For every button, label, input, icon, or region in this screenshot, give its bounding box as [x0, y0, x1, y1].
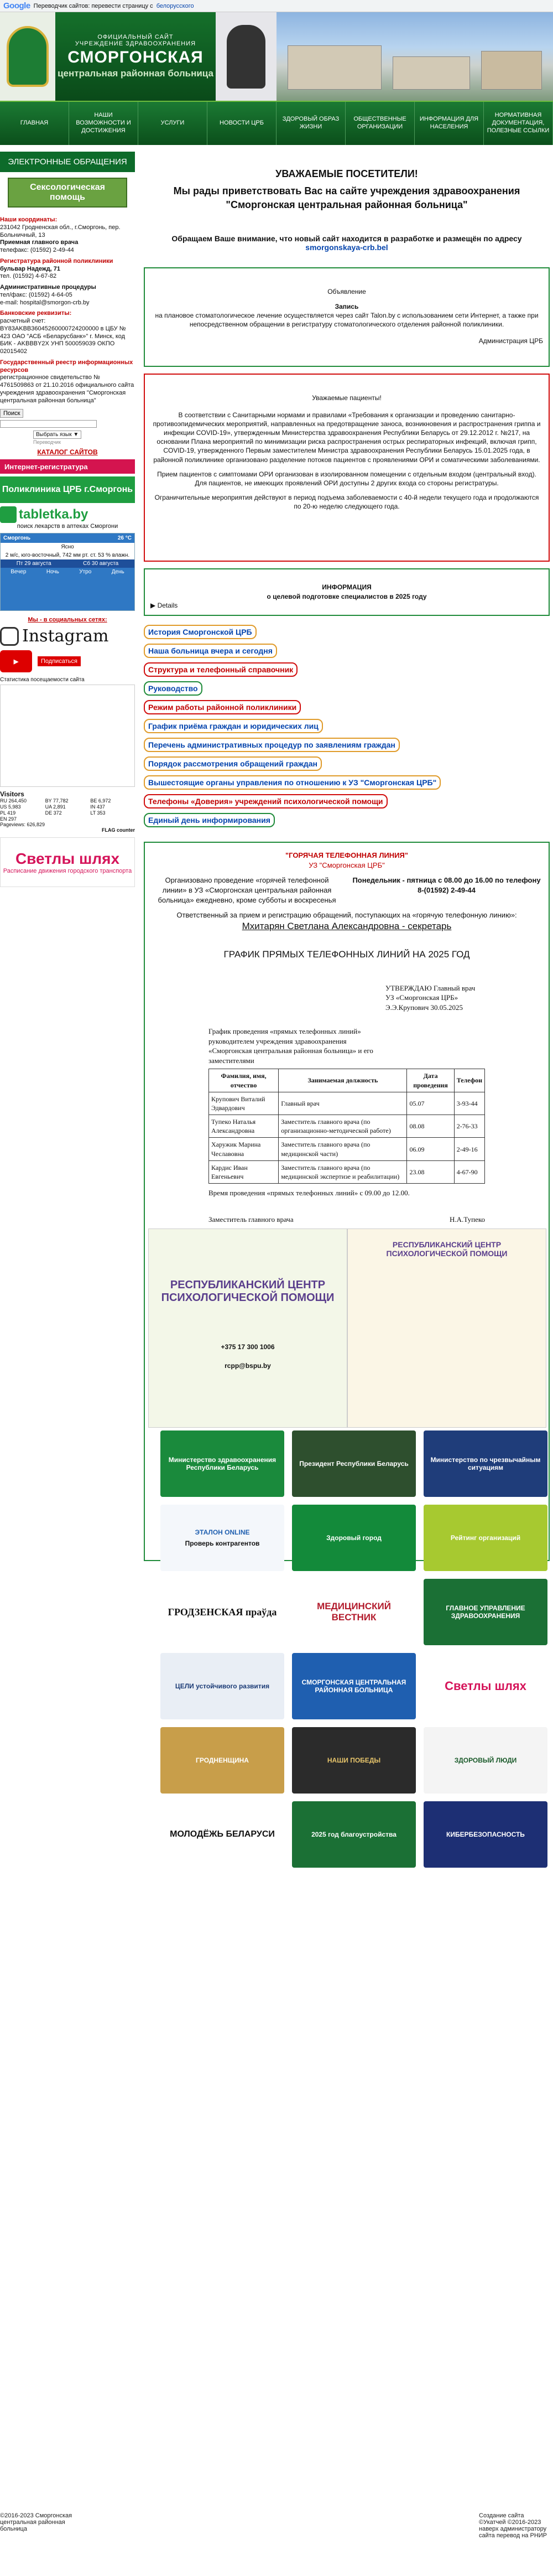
translate-lang-link[interactable]: белорусского	[156, 2, 194, 9]
google-logo: Google	[3, 1, 30, 11]
flag-counter: Visitors RU 264,450 BY 77,782 BE 6,972 US 5,983 UA 2,891 IN 437 PL 419 DE 372 LT 353 EN 297 Pageviews: 626,829 FLAG counter	[0, 790, 135, 833]
translate-note: Переводчик	[33, 439, 61, 445]
tabletka-icon	[0, 506, 17, 523]
nav-home[interactable]: ГЛАВНАЯ	[0, 102, 69, 145]
registry-title: Регистратура районной поликлиники	[0, 257, 113, 265]
graph-title: ГРАФИК ПРЯМЫХ ТЕЛЕФОННЫХ ЛИНИЙ НА 2025 ГОД	[223, 948, 470, 960]
gos-details: регистрационное свидетельство № 4761509863 от 21.10.2016 официального сайта учреждения здравоохранения "Сморгонская центральная районная больница"	[0, 374, 134, 404]
phone-schedule-document: УТВЕРЖДАЮ Главный врач УЗ «Сморгонская ЦРБ» Э.Э.Крупович 30.05.2025 График проведения «прямых телефонных линий» руководителем учреждения здравоохранения «Сморгонская центральная районная больница» и его заместителями Фамилия, имя, отчество Занимаемая должность Дата проведения Телефон Крупович Виталий Эдвардович Главный врач 05.07 3-93-44 Тупеко Наталья Александровна Заместитель главного врача (по организационно-методической работе) 08.08 2-76-33 Харужик Марина Чеславовна Заместитель главного врача (по медицинской части) 06.09 2-49-16 Кардис Иван Евгеньевич Заместитель главного врача (по медицинской экспертизе и реабилитации) 23.08 4-67-90 Время проведения «прямых телефонных линий» с 09.00 до 12.00. Заместитель главного врача Н.А.Тупеко	[208, 983, 485, 1224]
logo-healthy-people[interactable]: ЗДОРОВЫЙ ЛЮДИ	[424, 1727, 547, 1794]
psych-poster-right[interactable]: РЕСПУБЛИКАНСКИЙ ЦЕНТР ПСИХОЛОГИЧЕСКОЙ ПОМОЩИ	[347, 1229, 546, 1428]
nav-docs[interactable]: НОРМАТИВНАЯ ДОКУМЕНТАЦИЯ, ПОЛЕЗНЫЕ ССЫЛКИ	[484, 102, 553, 145]
logo-our-victories[interactable]: НАШИ ПОБЕДЫ	[292, 1727, 416, 1794]
instagram-label: Instagram	[22, 626, 109, 646]
psych-posters	[148, 1229, 546, 1428]
link-higher-bodies[interactable]: Вышестоящие органы управления по отношению к УЗ "Сморгонская ЦРБ"	[144, 775, 441, 790]
link-info-day[interactable]: Единый день информирования	[144, 813, 275, 827]
nav-public-orgs[interactable]: ОБЩЕСТВЕННЫЕ ОРГАНИЗАЦИИ	[346, 102, 415, 145]
weather-temp: 26 °C	[117, 535, 132, 542]
weather-time: Ночь	[46, 569, 59, 576]
logo-health-dept[interactable]: ГЛАВНОЕ УПРАВЛЕНИЕ ЗДРАВООХРАНЕНИЯ	[424, 1579, 547, 1645]
weather-time: Утро	[79, 569, 92, 576]
greeting-line2: "Сморгонская центральная районная больница"	[226, 199, 468, 211]
weather-time: Вечер	[11, 569, 27, 576]
language-select[interactable]: Выбрать язык ▼	[33, 431, 81, 439]
nav-services[interactable]: УСЛУГИ	[138, 102, 207, 145]
link-procedures[interactable]: Перечень административных процедур по заявлениям граждан	[144, 738, 400, 752]
stat-title: Статистика посещаемости сайта	[0, 677, 85, 683]
shlyah-banner[interactable]	[0, 837, 135, 887]
nav-news[interactable]: НОВОСТИ ЦРБ	[207, 102, 276, 145]
youtube-block	[0, 650, 135, 672]
link-schedule[interactable]: Режим работы районной поликлиники	[144, 700, 301, 714]
weather-desc: Ясно	[61, 544, 74, 551]
logo-minzdrav[interactable]: Министерство здравоохранения Республики Беларусь	[160, 1430, 284, 1497]
logo-mchs[interactable]: Министерство по чрезвычайным ситуациям	[424, 1430, 547, 1497]
link-reception[interactable]: График приёма граждан и юридических лиц	[144, 719, 323, 733]
logo-smorgon-crb[interactable]: СМОРГОНСКАЯ ЦЕНТРАЛЬНАЯ РАЙОННАЯ БОЛЬНИЦА	[292, 1653, 416, 1719]
hospital-photo	[276, 12, 553, 101]
shlyah-title: Светлы шлях	[15, 850, 120, 868]
logo-grodnenshchina[interactable]: ГРОДНЕНЩИНА	[160, 1727, 284, 1794]
link-structure[interactable]: Структура и телефонный справочник	[144, 662, 298, 677]
adm-tel: тел/факс: (01592) 4-64-05	[0, 291, 72, 298]
google-translate-bar	[0, 0, 553, 12]
internet-registry-banner[interactable]: Интернет-регистратура	[0, 459, 135, 474]
sidebar	[0, 152, 138, 1561]
reception-label: Приемная главного врача	[0, 239, 79, 246]
instagram-icon	[0, 627, 19, 646]
logo-rating[interactable]: Рейтинг организаций	[424, 1505, 547, 1571]
site-header	[0, 12, 553, 101]
address-title: Наши координаты:	[0, 216, 58, 223]
reception-tel: телефакс: (01592) 2-49-44	[0, 247, 74, 253]
adm-title: Административные процедуры	[0, 284, 96, 291]
link-trust-phones[interactable]: Телефоны «Доверия» учреждений психологической помощи	[144, 794, 388, 808]
hotline-block: "ГОРЯЧАЯ ТЕЛЕФОННАЯ ЛИНИЯ" УЗ "Сморгонская ЦРБ" Организовано проведение «горячей телефонной линии» в УЗ «Сморгонская центральная районная больница» ежедневно, кроме субботы и воскресенья Понедельник - пятница с 08.00 до 16.00 по телефону 8-(01592) 2-49-44 Ответственный за прием и регистрацию обращений, поступающих на «горячую телефонную линию»: Мхитарян Светлана Александровна - секретарь ГРАФИК ПРЯМЫХ ТЕЛЕФОННЫХ ЛИНИЙ НА 2025 ГОД УТВЕРЖДАЮ Главный врач УЗ «Сморгонская ЦРБ» Э.Э.Крупович 30.05.2025 График проведения «прямых телефонных линий» руководителем учреждения здравоохранения «Сморгонская центральная районная больница» и его заместителями Фамилия, имя, отчество Занимаемая должность Дата проведения Телефон Крупович Виталий Эдвардович Главный врач 05.07 3-93-44 Тупеко Наталья Александровна Заместитель главного врача (по организационно-методической работе) 08.08 2-76-33 Харужик Марина Чеславовна Заместитель главного врача (по медицинской части) 06.09 2-49-16 Кардис Иван Евгеньевич Заместитель главного врача (по медицинской экспертизе и реабилитации) 23.08 4-67-90 Время проведения «прямых телефонных линий» с 09.00 до 12.00. Заместитель главного врача Н.А.Тупеко	[144, 842, 550, 1561]
link-management[interactable]: Руководство	[144, 681, 202, 696]
tabletka-title: tabletka.by	[19, 507, 88, 522]
catalog-link[interactable]: КАТАЛОГ САЙТОВ	[37, 448, 98, 457]
registry-tel: тел. (01592) 4-67-82	[0, 273, 57, 280]
partner-logos	[160, 1430, 547, 1868]
city-emblem-icon	[216, 12, 276, 101]
covid-announcement: Уважаемые пациенты! В соответствии с Санитарными нормами и правилами «Требования к организации и проведению санитарно-противоэпидемических мероприятий, направленных на предотвращение заноса, возникновения и распространения гриппа и инфекции COVID-19», утвержденным Министерства здравоохранения Республики Беларусь от 29.12.2012 г. №217, на основании Плана мероприятий по минимизации риска распространения острых респираторных инфекций, включая грипп, COVID-19, утвержденного Первым заместителем Министра здравоохранения Республики Беларусь 15.01.2025 года, в районной поликлинике организовано разделение потоков пациентов с проявлениями ОРИ и соматическими заболеваниями. Прием пациентов с симптомами ОРИ организован в изолированном помещении с отдельным входом (центральный вход). Для пациентов, не имеющих проявлений ОРИ доступны 2 других входа со стороны регистратуры. Ограничительные мероприятия действуют в период подъема заболеваемости с 40-й недели текущего года и продолжаются по 20-ю неделю следующего года.	[144, 374, 550, 562]
address: 231042 Гродненская обл., г.Сморгонь, пер. Больничный, 13	[0, 224, 121, 239]
weather-forecast-icons	[1, 576, 134, 610]
info-links	[144, 625, 550, 832]
weather-day2: Сб 30 августа	[83, 561, 119, 567]
weather-time: День	[111, 569, 124, 576]
tabletka-banner[interactable]	[0, 506, 135, 523]
instagram-link[interactable]	[0, 626, 135, 646]
weather-day1: Пт 29 августа	[16, 561, 51, 567]
sexology-button[interactable]: Сексологическая помощь	[8, 178, 127, 208]
search-input[interactable]	[0, 420, 97, 428]
psych-poster-left[interactable]: РЕСПУБЛИКАНСКИЙ ЦЕНТР ПСИХОЛОГИЧЕСКОЙ ПОМОЩИ +375 17 300 1006 rcpp@bspu.by	[148, 1229, 347, 1428]
logo-grodno-pravda[interactable]: ГРОДЗЕНСКАЯ праўда	[160, 1579, 284, 1645]
dental-announcement: Объявление Запись на плановое стоматологическое лечение осуществляется через сайт Talon.by с использованием сети Интернет, а также при непосредственном обращении в регистратуру стоматологического отделения районной поликлиники. Администрация ЦРБ	[144, 267, 550, 367]
weather-widget	[0, 533, 135, 611]
weather-city: Сморгонь	[3, 535, 31, 542]
nav-healthy[interactable]: ЗДОРОВЫЙ ОБРАЗ ЖИЗНИ	[276, 102, 346, 145]
nav-achievements[interactable]: НАШИ ВОЗМОЖНОСТИ И ДОСТИЖЕНИЯ	[69, 102, 138, 145]
logo-president[interactable]: Президент Республики Беларусь	[292, 1430, 416, 1497]
logo-svetly-shlyah[interactable]: Светлы шлях	[424, 1653, 547, 1719]
weather-detail: 2 м/с, юго-восточный, 742 мм рт. ст. 53 % влажн.	[5, 552, 130, 559]
socials-title: Мы - в социальных сетях:	[28, 616, 107, 624]
adm-mail[interactable]: e-mail: hospital@smorgon-crb.by	[0, 299, 90, 306]
logo-healthy-city[interactable]: Здоровый город	[292, 1505, 416, 1571]
polyclinic-banner[interactable]: Поликлиника ЦРБ г.Сморгонь	[0, 476, 135, 503]
link-hospital-today[interactable]: Наша больница вчера и сегодня	[144, 644, 277, 658]
new-site-notice: Обращаем Ваше внимание, что новый сайт находится в разработке и размещён по адресу smorgonskaya-crb.bel	[171, 234, 522, 252]
footer-left: ©2016-2023 Сморгонская центральная районная больница	[0, 2512, 72, 2532]
main-nav	[0, 101, 553, 145]
nav-info[interactable]: ИНФОРМАЦИЯ ДЛЯ НАСЕЛЕНИЯ	[415, 102, 484, 145]
stat-image	[0, 685, 135, 787]
site-title: ОФИЦИАЛЬНЫЙ САЙТ УЧРЕЖДЕНИЕ ЗДРАВООХРАНЕНИЯ СМОРГОНСКАЯ центральная районная больница	[55, 12, 216, 101]
greeting-title: УВАЖАЕМЫЕ ПОСЕТИТЕЛИ!	[275, 168, 418, 179]
shlyah-subtitle: Расписание движения городского транспорта	[3, 868, 132, 875]
search-button[interactable]: Поиск	[0, 409, 23, 418]
footer-right[interactable]: Создание сайта ©Укатчей ©2016-2023 наверх администратору сайта перевод на РНИР	[479, 2512, 547, 2539]
gos-title: Государственный реестр информационных ресурсов	[0, 359, 133, 374]
youtube-subscribe-button[interactable]: Подписаться	[38, 656, 81, 666]
registry-address: бульвар Надежд, 71	[0, 265, 61, 272]
logo-youth[interactable]: МОЛОДЁЖЬ БЕЛАРУСИ	[160, 1801, 284, 1868]
schedule-table: Фамилия, имя, отчество Занимаемая должность Дата проведения Телефон Крупович Виталий Эдвардович Главный врач 05.07 3-93-44 Тупеко Наталья Александровна Заместитель главного врача (по организационно-методической работе) 08.08 2-76-33 Харужик Марина Чеславовна Заместитель главного врача (по медицинской части) 06.09 2-49-16 Кардис Иван Евгеньевич Заместитель главного врача (по медицинской экспертизе и реабилитации) 23.08 4-67-90	[208, 1069, 485, 1184]
tabletka-subtitle: поиск лекарств в аптеках Сморгони	[17, 523, 118, 530]
logo-med-vestnik[interactable]: МЕДИЦИНСКИЙ ВЕСТНИК	[292, 1579, 416, 1645]
bank-title: Банковские реквизиты:	[0, 310, 72, 317]
coat-of-arms-icon	[0, 12, 55, 101]
logo-2025[interactable]: 2025 год благоустройства	[292, 1801, 416, 1868]
youtube-icon[interactable]: ▶	[0, 650, 32, 672]
logo-etalon[interactable]: ЭТАЛОН ONLINE Проверь контрагентов	[160, 1505, 284, 1571]
greeting-line1: Мы рады приветствовать Вас на сайте учреждения здравоохранения	[173, 185, 520, 196]
bank-details: расчетный счет: BY83AKBB36045260000724200000 в ЦБУ № 423 ОАО "АСБ «Беларусбанк»" г. Минск, код БИК - AKBBBY2X УНП 500059039 ОКПО 02015402	[0, 318, 126, 355]
translate-text: Переводчик сайтов: перевести страницу с	[33, 2, 153, 9]
details-toggle[interactable]: ▶ Details	[150, 601, 178, 609]
training-info: ИНФОРМАЦИЯ о целевой подготовке специалистов в 2025 году ▶ Details	[144, 568, 550, 616]
new-site-link[interactable]: smorgonskaya-crb.bel	[305, 243, 388, 252]
logo-cyber[interactable]: КИБЕРБЕЗОПАСНОСТЬ	[424, 1801, 547, 1868]
link-history[interactable]: История Сморгонской ЦРБ	[144, 625, 257, 639]
logo-sdg[interactable]: ЦЕЛИ устойчивого развития	[160, 1653, 284, 1719]
e-appeals-button[interactable]: ЭЛЕКТРОННЫЕ ОБРАЩЕНИЯ	[0, 152, 135, 172]
link-appeals[interactable]: Порядок рассмотрения обращений граждан	[144, 756, 322, 771]
